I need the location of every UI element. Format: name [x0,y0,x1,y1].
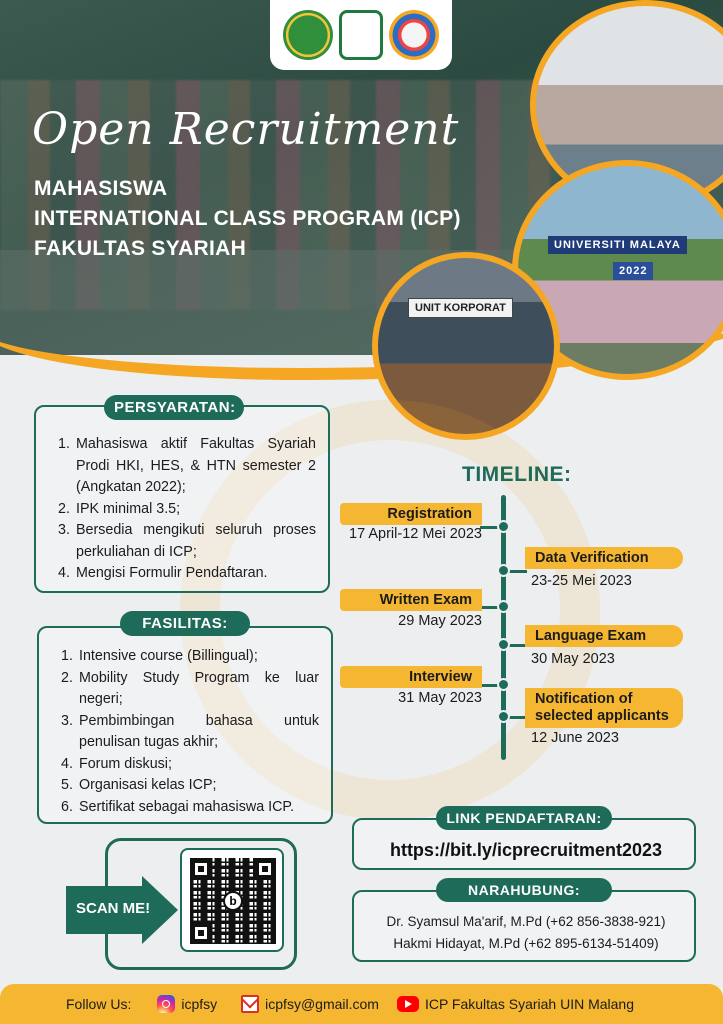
script-title: Open Recruitment [32,104,460,155]
list-item: Organisasi kelas ICP; [79,777,217,793]
youtube-link[interactable] [397,996,634,1012]
timeline-event-date: 23-25 Mei 2023 [531,573,632,589]
list-item: Sertifikat sebagai mahasiswa ICP. [79,798,295,815]
timeline-dot [497,564,510,577]
timeline-event-date: 30 May 2023 [531,651,615,667]
facilities-heading: FASILITAS: [120,611,250,636]
title-line: INTERNATIONAL CLASS PROGRAM (ICP) [34,207,461,230]
timeline-event-label: Language Exam [525,625,683,647]
registration-link[interactable]: https://bit.ly/icprecruitment2023 [389,840,663,860]
youtube-icon [397,996,419,1012]
facilities-list [61,646,319,818]
timeline-event-label: Data Verification [525,547,683,569]
contact-person: Hakmi Hidayat, M.Pd (+62 895-6134-51409) [393,936,659,951]
bitly-icon: b [223,891,243,911]
contact-person: Dr. Syamsul Ma'arif, M.Pd (+62 856-3838-921) [386,914,666,929]
timeline-dot [497,678,510,691]
instagram-link[interactable] [157,995,217,1013]
contact-heading: NARAHUBUNG: [436,878,612,902]
timeline-event-label: Interview [340,666,482,688]
title-line: MAHASISWA [34,177,168,200]
follow-label: Follow Us: [66,996,132,1012]
list-item: IPK minimal 3.5; [76,500,181,517]
timeline-dot [497,600,510,613]
timeline-event-date: 12 June 2023 [531,730,619,746]
instagram-icon [157,995,175,1013]
program-title [34,174,461,264]
link-heading: LINK PENDAFTARAN: [436,806,612,830]
instagram-handle: icpfsy [181,996,218,1012]
list-item: Mahasiswa aktif Fakultas Syariah Prodi HKI, HES, & HTN semester 2 (Angkatan 2022); [76,436,316,495]
list-item: Intensive course (Billingual); [79,648,258,664]
list-item: Pembimbingan bahasa untuk penulisan tugas akhir; [79,712,319,750]
timeline-event-date: 29 May 2023 [398,613,482,629]
scan-me-label: SCAN ME! [76,900,151,917]
timeline-dot [497,710,510,723]
timeline-event-date: 31 May 2023 [398,690,482,706]
email-link[interactable] [241,995,379,1013]
scan-me-arrow [66,880,178,940]
faculty-logo [339,10,383,60]
uin-logo [283,10,333,60]
timeline-event-label: Notification of selected applicants [525,688,683,728]
logo-bar [270,0,452,70]
list-item: Bersedia mengikuti seluruh proses perkuliahan di ICP; [76,522,316,560]
requirements-box [34,405,330,593]
timeline-dot [497,638,510,651]
universiti-malaya-banner: UNIVERSITI MALAYA [548,236,687,254]
list-item: Mobility Study Program ke luar negeri; [79,669,319,707]
requirements-heading: PERSYARATAN: [104,395,244,420]
requirements-list [58,434,316,585]
footer [0,984,723,1024]
timeline-dot [497,520,510,533]
qr-code[interactable] [180,848,284,952]
email-address: icpfsy@gmail.com [265,996,379,1012]
list-item: Forum diskusi; [79,755,172,772]
title-line: FAKULTAS SYARIAH [34,237,247,260]
timeline-event-label: Registration [340,503,482,525]
icp-logo [389,10,439,60]
youtube-channel: ICP Fakultas Syariah UIN Malang [424,996,635,1012]
year-banner: 2022 [613,262,653,280]
unit-korporat-sign: UNIT KORPORAT [408,298,513,318]
mail-icon [241,995,259,1013]
facilities-box [37,626,333,824]
timeline-event-label: Written Exam [340,589,482,611]
list-item: Mengisi Formulir Pendaftaran. [76,565,268,581]
timeline-event-date: 17 April-12 Mei 2023 [349,526,482,542]
timeline-title: TIMELINE: [462,463,572,486]
